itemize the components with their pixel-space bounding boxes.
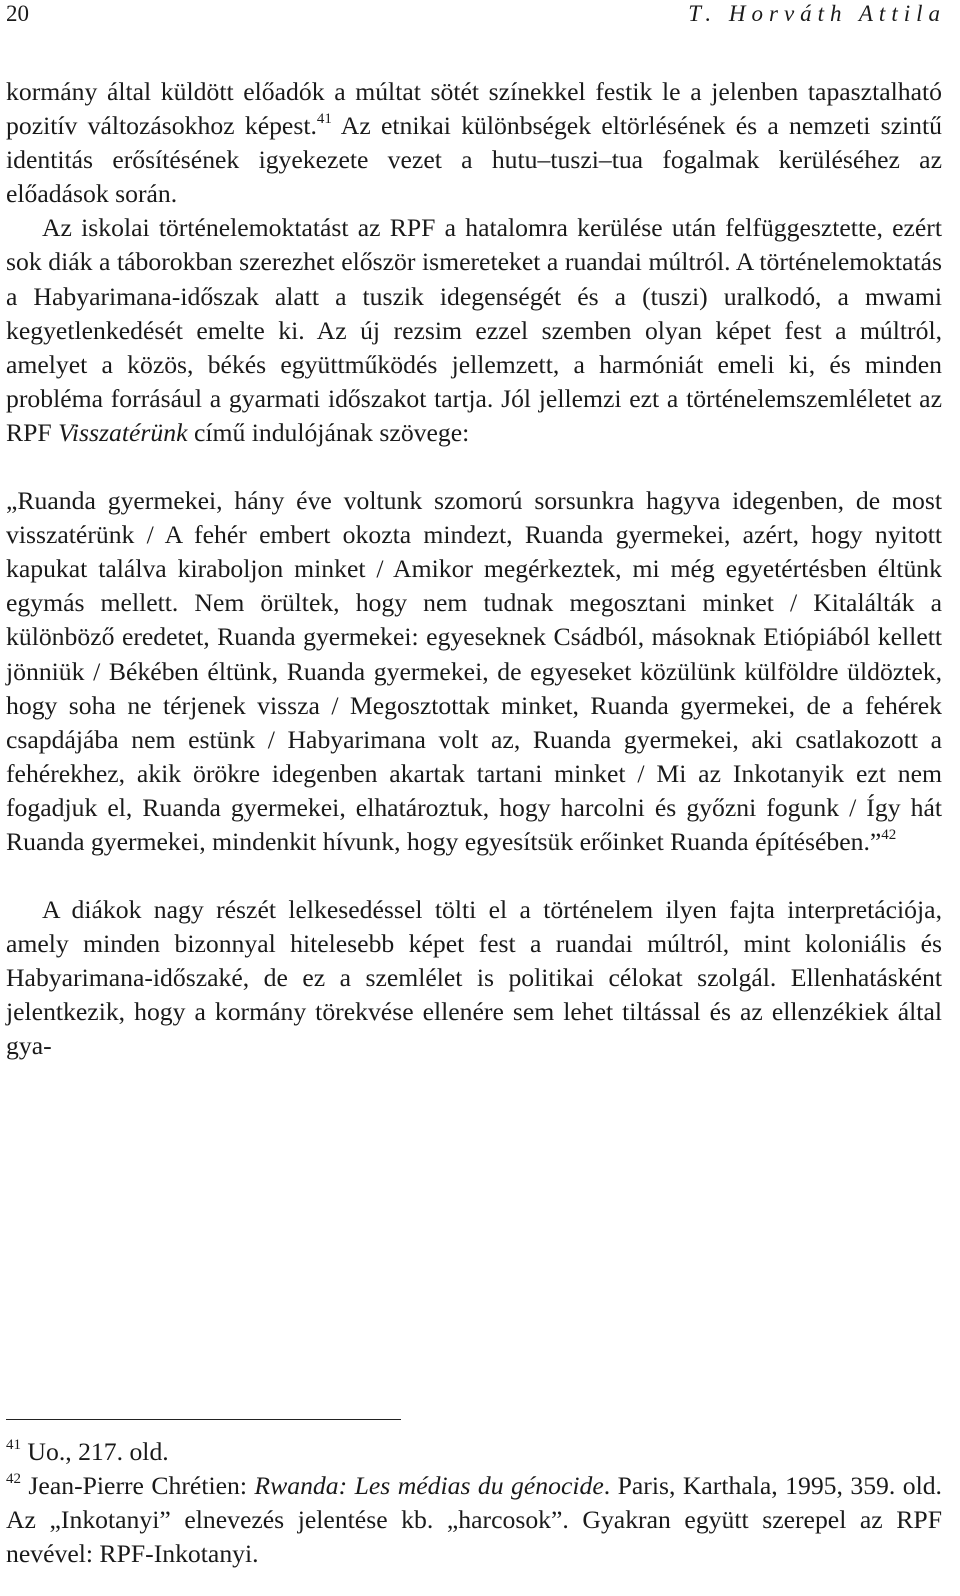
footnote-42-text-a: Jean-Pierre Chrétien:	[21, 1471, 255, 1501]
paragraph-2-text-b: című indulójának szövege:	[187, 417, 470, 447]
footnote-41	[6, 1435, 942, 1469]
footnote-41-text: Uo., 217. old.	[21, 1437, 169, 1466]
song-quote-text: „Ruanda gyermekei, hány éve voltunk szomorú sorsunkra hagyva idegenben, de most visszatérünk / A fehér embert okozta mindezt, Ruanda gyermekei, azért, hogy nyitott kapukat találva kiraboljon minket / Amikor megérkeztek, mi még egyetértésben éltünk egymás mellett. Nem örültek, hogy nem tudnak megosztani minket / Kitalálták a különböző eredetet, Ruanda gyermekei: egyeseknek Csádból, másoknak Etiópiából kellett jönniük / Békében éltünk, Ruanda gyermekei, de egyeseket közülünk külföldre üldöztek, hogy soha ne térjenek vissza / Megosztottak minket, Ruanda gyermekei, de a fehérek csapdájába nem estünk / Habyarimana volt az, Ruanda gyermekei, aki csatlakozott a fehérekhez, akik örökre idegenben akartak tartani minket / Mi az Inkotanyik ezt nem fogadjuk el, Ruanda gyermekei, elhatároztuk, hogy harcolni és győzni fogunk / Így hát Ruanda gyermekei, mindenkit hívunk, hogy egyesítsük erőinket Ruanda építésében.”	[6, 486, 942, 856]
footnote-42-text-b: . Paris, Karthala, 1995, 359. old. Az „Inkotanyi” elnevezés jelentése kb. „harcosok”. Gyakran együtt szerepel az RPF nevével: RPF-Inkotanyi.	[6, 1471, 942, 1569]
paragraph-3: A diákok nagy részét lelkesedéssel tölti el a történelem ilyen fajta interpretációja, amely minden bizonnyal hitelesebb képet fest a ruandai múltról, mint koloniális és Habyarimana-időszaké, de ez a szemlélet is politikai célokat szolgál. Ellenhatásként jelentkezik, hogy a kormány törekvése ellenére sem lehet tiltással és az ellenzékiek által gya-	[6, 895, 942, 1061]
paragraph-1-text-b: Az etnikai különbségek eltörlésének és a nemzeti szintű identitás erősítésének igyekezete vezet a hutu–tuszi–tua fogalmak kerüléséhez az előadások során.	[6, 111, 943, 209]
running-head-author: T. Horváth Attila	[688, 1, 946, 26]
footnote-42-book-title: Rwanda: Les médias du génocide	[254, 1471, 604, 1501]
paragraph-1-text-a: kormány által küldött előadók a múltat sötét színekkel festik le a jelenben tapasztalható pozitív változásokhoz képest.	[6, 77, 942, 141]
footnote-divider	[6, 1419, 401, 1420]
body-text	[6, 75, 942, 1064]
page-header	[6, 0, 946, 34]
footnote-ref-41[interactable]: 41	[316, 111, 332, 128]
footnote-41-number: 41	[6, 1437, 21, 1453]
page-number: 20	[6, 1, 29, 26]
footnote-42	[6, 1469, 942, 1571]
footnote-42-number: 42	[6, 1471, 21, 1488]
song-quote	[6, 484, 942, 859]
paragraph-2	[6, 211, 942, 450]
song-title: Visszatérünk	[58, 417, 188, 447]
footnote-ref-42[interactable]: 42	[881, 826, 897, 843]
footnotes	[6, 1435, 942, 1571]
paragraph-1	[6, 75, 942, 211]
paragraph-2-text-a: Az iskolai történelemoktatást az RPF a hatalomra kerülése után felfüggesztette, ezért sok diák a táborokban szerezhet először ismereteket a ruandai múltról. A történelemoktatás a Habyarimana-időszak alatt a tuszik idegenségét és a (tuszi) uralkodó, a mwami kegyetlenkedését emelte ki. Az új rezsim ezzel szemben olyan képet fest a múltról, amelyet a közös, békés együttműködés jellemzett, a harmóniát emeli ki, és minden probléma forrásául a gyarmati időszakot tartja. Jól jellemzi ezt a történelemszemléletet az RPF	[6, 213, 942, 447]
